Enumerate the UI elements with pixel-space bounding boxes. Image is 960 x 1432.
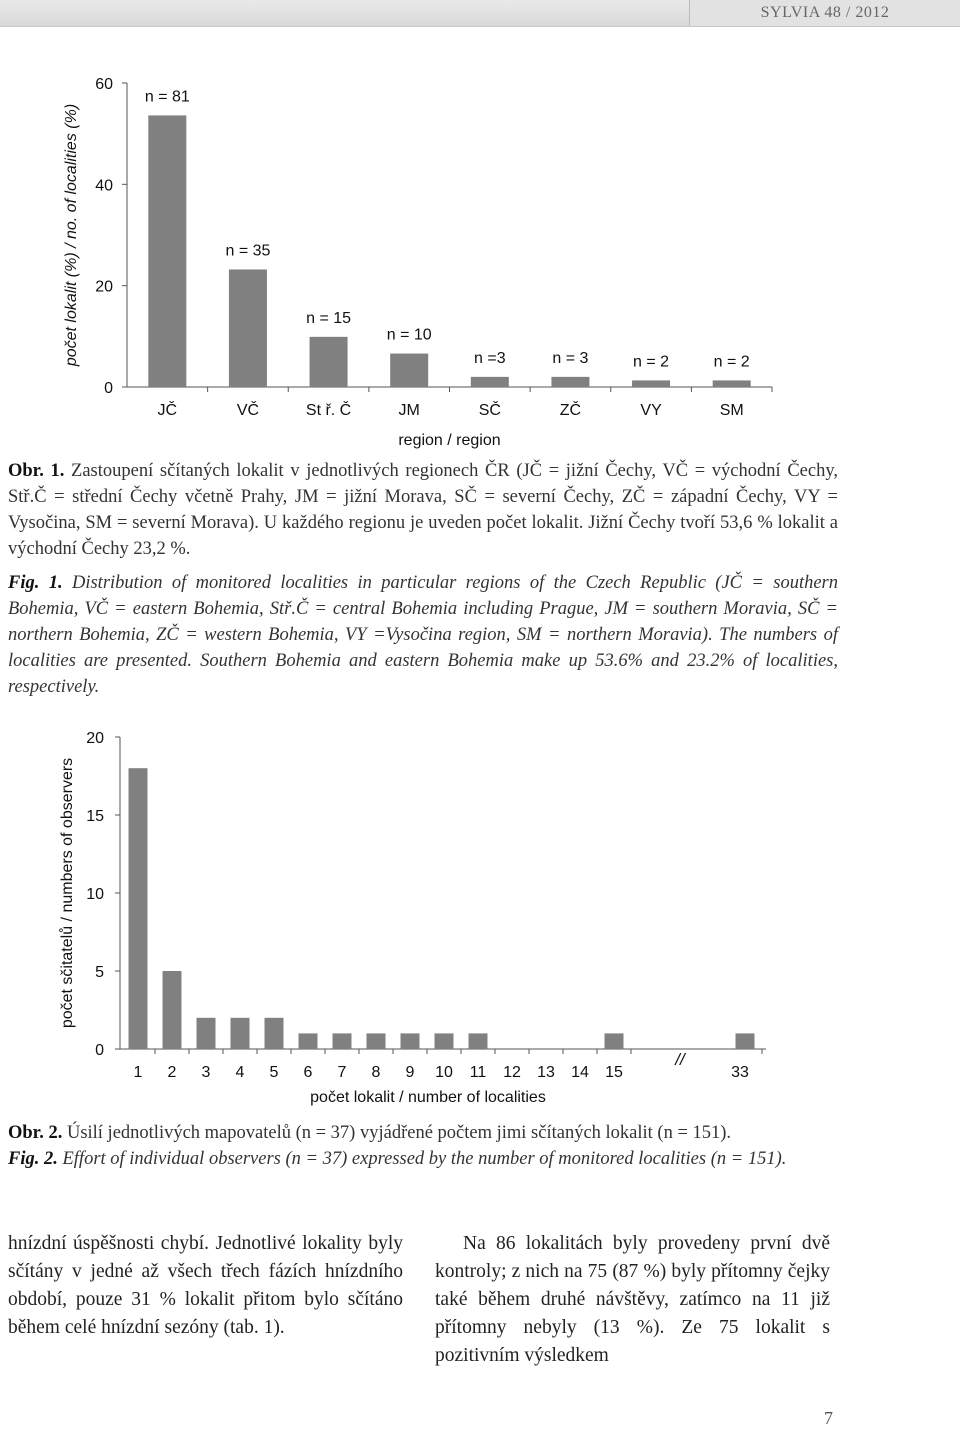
caption-2-czech-text: Úsilí jednotlivých mapovatelů (n = 37) vyjádřené počtem jimi sčítaných lokalit (n = 151).: [66, 1123, 732, 1143]
caption-1-english-text: Distribution of monitored localities in particular regions of the Czech Republic (JČ = southern Bohemia, VČ = eastern Bohemia, Stř.Č = central Bohemia including Prague, JM = southern Moravia, SČ = northern Bohemia, ZČ = western Bohemia, VY =Vysočina region, SM = northern Moravia). The numbers of localities are presented. Southern Bohemia and eastern Bohemia make up 53.6% and 23.2% of localities, respectively.: [8, 573, 838, 697]
caption-1-czech-label: Obr. 1.: [8, 461, 65, 481]
x-tick-label: JM: [398, 402, 420, 419]
body-left-column: hnízdní úspěšnosti chybí. Jednotlivé lokality byly sčítány v jedné až všech třech fázích hnízdního období, pouze 31 % lokalit přitom bylo sčítáno během celé hnízdní sezóny (tab. 1).: [8, 1233, 403, 1338]
x-tick-label: SM: [719, 402, 744, 419]
x-tick-label: 12: [503, 1064, 521, 1081]
bar: [632, 380, 670, 387]
bar: [401, 1033, 420, 1049]
x-tick-label: ZČ: [559, 402, 582, 419]
x-tick-label: SČ: [478, 402, 501, 419]
bar: [471, 377, 509, 387]
bar: [231, 1018, 250, 1049]
x-tick-label: 1: [133, 1064, 143, 1081]
bar: [129, 768, 148, 1049]
figure-1-caption: [8, 458, 838, 700]
bar: [148, 115, 186, 387]
bar-label: n = 15: [306, 309, 352, 327]
figure-1-chart: [0, 60, 960, 455]
caption-2-english-text: Effort of individual observers (n = 37) expressed by the number of monitored localities (n = 151).: [62, 1149, 787, 1169]
x-axis-title: počet lokalit / number of localities: [310, 1089, 546, 1106]
x-tick-label: 5: [269, 1064, 279, 1081]
x-tick-label: JČ: [157, 402, 178, 419]
y-tick-label: 40: [95, 177, 113, 195]
x-tick-label: 14: [571, 1064, 589, 1081]
y-tick-label: 20: [95, 278, 113, 296]
caption-1-english: [8, 570, 838, 700]
bar: [367, 1033, 386, 1049]
bar-label: n = 35: [225, 242, 271, 260]
bar: [197, 1018, 216, 1049]
x-tick-label: 4: [235, 1064, 245, 1081]
x-tick-label: 7: [337, 1064, 347, 1081]
y-tick-label: 5: [95, 964, 104, 981]
page-number: 7: [824, 1408, 833, 1428]
y-tick-label: 0: [95, 1042, 104, 1059]
bar-label: n =3: [474, 349, 506, 367]
caption-2-english-label: Fig. 2.: [8, 1149, 58, 1169]
body-right-column: Na 86 lokalitách byly provedeny první dvě kontroly; z nich na 75 (87 %) byly přítomny čejky také během druhé návštěvy, zatímco na 11 již přítomny nebyly (13 %). Ze 75 lokalit s pozitivním výsledkem: [435, 1233, 830, 1366]
bar: [333, 1033, 352, 1049]
x-tick-label: 6: [303, 1064, 313, 1081]
caption-2-czech: [8, 1120, 838, 1146]
bar: [390, 354, 428, 387]
bar: [713, 380, 751, 387]
figure-2-chart: [0, 715, 960, 1115]
bar-label: n = 3: [552, 349, 589, 367]
x-tick-label: VY: [640, 402, 662, 419]
bar: [229, 269, 267, 387]
x-tick-label: 15: [605, 1064, 623, 1081]
bar: [605, 1033, 624, 1049]
y-tick-label: 20: [86, 730, 104, 747]
bar-label: n = 2: [713, 353, 750, 371]
bar: [310, 337, 348, 387]
x-tick-label: 8: [371, 1064, 381, 1081]
x-tick-label: 2: [167, 1064, 177, 1081]
bar: [265, 1018, 284, 1049]
y-axis-title: počet lokalit (%) / no. of localities (%): [63, 103, 80, 367]
x-tick-label: 3: [201, 1064, 211, 1081]
y-tick-label: 0: [104, 380, 113, 397]
caption-1-english-label: Fig. 1.: [8, 573, 63, 593]
x-tick-label: 9: [405, 1064, 415, 1081]
caption-2-english: [8, 1146, 838, 1172]
x-tick-label: St ř. Č: [305, 402, 352, 419]
figure-2-caption: [8, 1120, 838, 1172]
bar: [435, 1033, 454, 1049]
y-axis-title: počet sčitatelů / numbers of observers: [59, 757, 76, 1029]
x-tick-label: 33: [731, 1064, 749, 1081]
bar-label: n = 2: [633, 353, 670, 371]
bar: [736, 1033, 755, 1049]
x-tick-label: 10: [435, 1064, 453, 1081]
x-tick-label: 13: [537, 1064, 555, 1081]
x-tick-label: VČ: [236, 402, 260, 419]
bar: [299, 1033, 318, 1049]
caption-2-czech-label: Obr. 2.: [8, 1123, 63, 1143]
bar-label: n = 10: [386, 326, 432, 344]
bar: [163, 971, 182, 1049]
caption-1-czech-text: Zastoupení sčítaných lokalit v jednotlivých regionech ČR (JČ = jižní Čechy, VČ = východní Čechy, Stř.Č = střední Čechy včetně Prahy, JM = jižní Morava, SČ = severní Čechy, ZČ = západní Čechy, VY = Vysočina, SM = severní Morava). U každého regionu je uveden počet lokalit. Jižní Čechy tvoří 53,6 % lokalit a východní Čechy 23,2 %.: [8, 461, 839, 559]
x-tick-label: 11: [469, 1064, 487, 1081]
x-axis-title: region / region: [398, 432, 501, 449]
axis-break-mark: //: [675, 1050, 685, 1069]
bar: [469, 1033, 488, 1049]
journal-tag: SYLVIA 48 / 2012: [689, 0, 960, 26]
bar: [551, 377, 589, 387]
bar-label: n = 81: [144, 88, 190, 106]
y-tick-label: 60: [95, 76, 113, 93]
page-header: [0, 0, 960, 27]
caption-1-czech: [8, 458, 838, 562]
y-tick-label: 15: [86, 808, 104, 825]
y-tick-label: 10: [86, 886, 104, 903]
